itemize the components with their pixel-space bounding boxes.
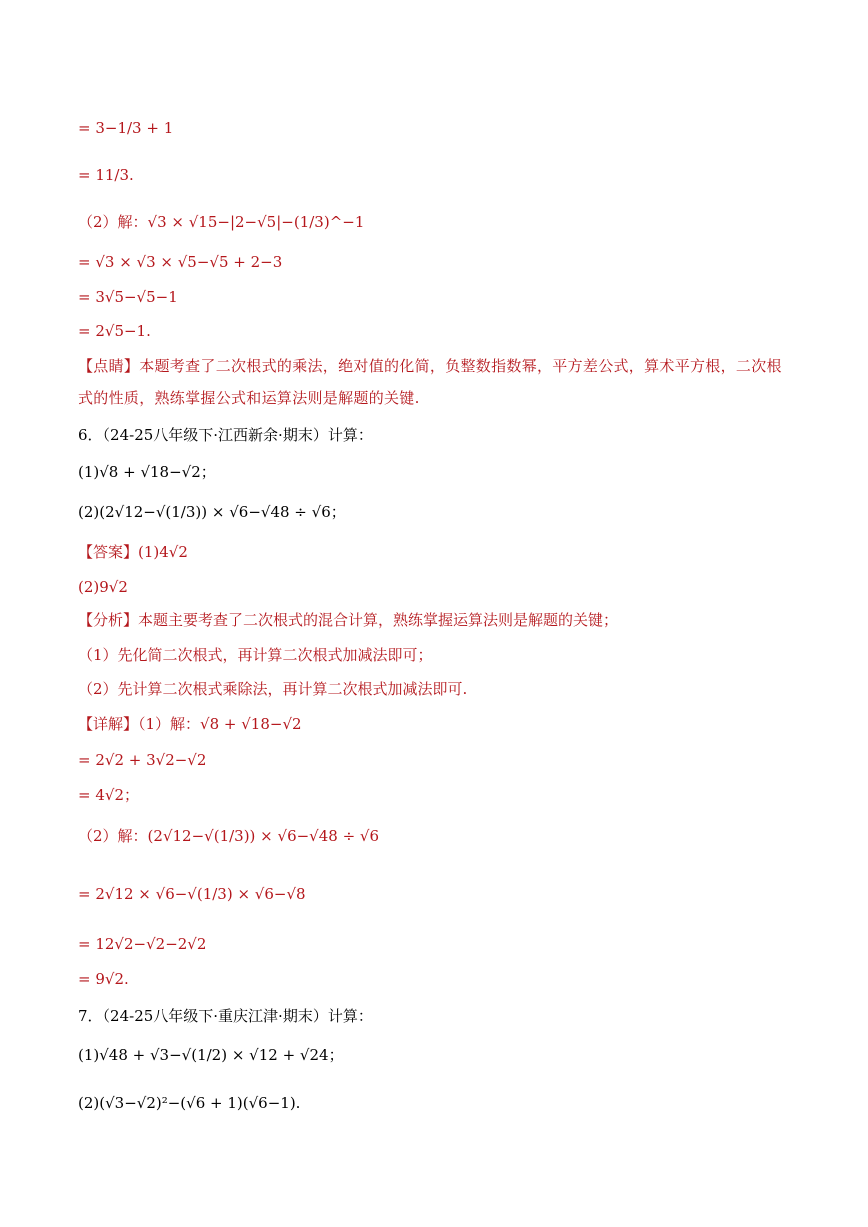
detail-line: 【详解】（1）解：√8 + √18−√2 [78, 715, 302, 733]
solution-step-line: = 3−1/3 + 1 [78, 119, 174, 137]
solution-step-line: = 2√5−1. [78, 322, 151, 340]
detail-line: = 2√12 × √6−√(1/3) × √6−√8 [78, 885, 306, 903]
detail-line: （2）解：(2√12−√(1/3)) × √6−√48 ÷ √6 [78, 827, 380, 845]
comment-paragraph: 【点睛】本题考查了二次根式的乘法，绝对值的化简，负整数指数幂，平方差公式，算术平方根，二次根式的性质，熟练掌握公式和运算法则是解题的关键. [78, 357, 782, 407]
question-part: (1)√48 + √3−√(1/2) × √12 + √24； [78, 1046, 344, 1064]
answer-line: (2)9√2 [78, 578, 128, 596]
detail-line: = 2√2 + 3√2−√2 [78, 751, 207, 769]
solution-step-line: = √3 × √3 × √5−√5 + 2−3 [78, 253, 283, 271]
solution-step-line: = 11/3. [78, 166, 134, 184]
answer-line: 【答案】(1)4√2 [78, 543, 188, 561]
question-part: (1)√8 + √18−√2； [78, 463, 216, 481]
solution-step-line: = 3√5−√5−1 [78, 288, 178, 306]
analysis-line: （1）先化简二次根式，再计算二次根式加减法即可； [78, 646, 433, 664]
question-part: (2)(2√12−√(1/3)) × √6−√48 ÷ √6； [78, 503, 346, 521]
detail-line: = 4√2； [78, 786, 139, 804]
question-header: 6．（24-25八年级下·江西新余·期末）计算： [78, 426, 373, 444]
detail-line: = 12√2−√2−2√2 [78, 935, 207, 953]
analysis-line: （2）先计算二次根式乘除法，再计算二次根式加减法即可. [78, 680, 468, 698]
question-part: (2)(√3−√2)²−(√6 + 1)(√6−1). [78, 1094, 301, 1112]
analysis-line: 【分析】本题主要考查了二次根式的混合计算，熟练掌握运算法则是解题的关键； [78, 611, 619, 629]
detail-line: = 9√2. [78, 970, 129, 988]
question-header: 7．（24-25八年级下·重庆江津·期末）计算： [78, 1007, 373, 1025]
solution-step-line: （2）解：√3 × √15−|2−√5|−(1/3)^−1 [78, 213, 365, 231]
